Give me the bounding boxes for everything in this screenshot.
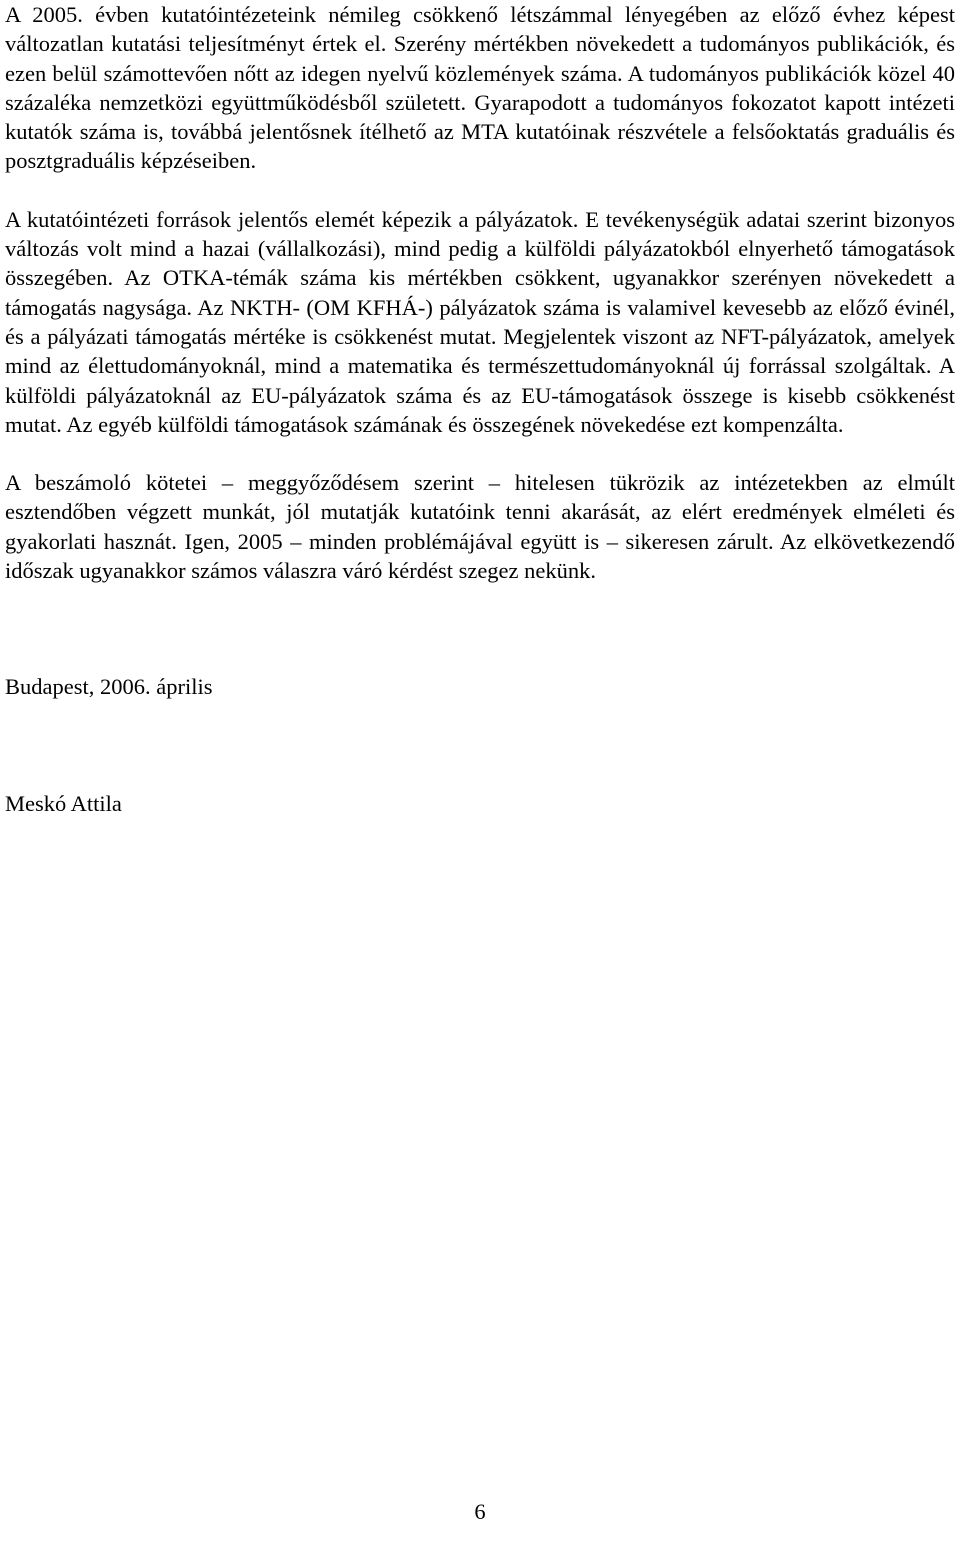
- paragraph-research-performance: A 2005. évben kutatóintézeteink némileg csökkenő létszámmal lényegében az előző évhez képest változatlan kutatási teljesítményt értek el. Szerény mértékben növekedett a tudományos publikációk, és ezen belül számottevően nőtt az idegen nyelvű közlemények száma. A tudományos publikációk közel 40 százaléka nemzetközi együttműködésből született. Gyarapodott a tudományos fokozatot kapott intézeti kutatók száma is, továbbá jelentősnek ítélhető az MTA kutatóinak részvétele a felsőoktatás graduális és posztgraduális képzéseiben.: [5, 2, 955, 174]
- paragraph-conclusion: A beszámoló kötetei – meggyőződésem szerint – hitelesen tükrözik az intézetekben az elmúlt esztendőben végzett munkát, jól mutatják kutatóink tenni akarását, az elért eredmények elméleti és gyakorlati hasznát. Igen, 2005 – minden problémájával együtt is – sikeresen zárult. Az elkövetkezendő időszak ugyanakkor számos válaszra váró kérdést szegez nekünk.: [5, 470, 955, 584]
- place-date: Budapest, 2006. április: [5, 674, 213, 700]
- paragraph-funding-sources: A kutatóintézeti források jelentős elemét képezik a pályázatok. E tevékenységük adatai szerint bizonyos változás volt mind a hazai (vállalkozási), mind pedig a külföldi pályázatokból elnyerhető támogatások összegében. Az OTKA-témák száma kis mértékben csökkent, ugyanakkor szerényen növekedett a támogatás nagysága. Az NKTH- (OM KFHÁ-) pályázatok száma is valamivel kevesebb az előző évinél, és a pályázati támogatás mértéke is csökkenést mutat. Megjelentek viszont az NFT-pályázatok, amelyek mind az élettudományoknál, mind a matematika és természettudományoknál új forrással szolgáltak. A külföldi pályázatoknál az EU-pályázatok száma és az EU-támogatások összege is kisebb csökkenést mutat. Az egyéb külföldi támogatások számának és összegének növekedése ezt kompenzálta.: [5, 206, 955, 437]
- page-number: 6: [474, 1499, 486, 1524]
- document-body: [5, 0, 955, 818]
- signature-name: Meskó Attila: [5, 790, 122, 816]
